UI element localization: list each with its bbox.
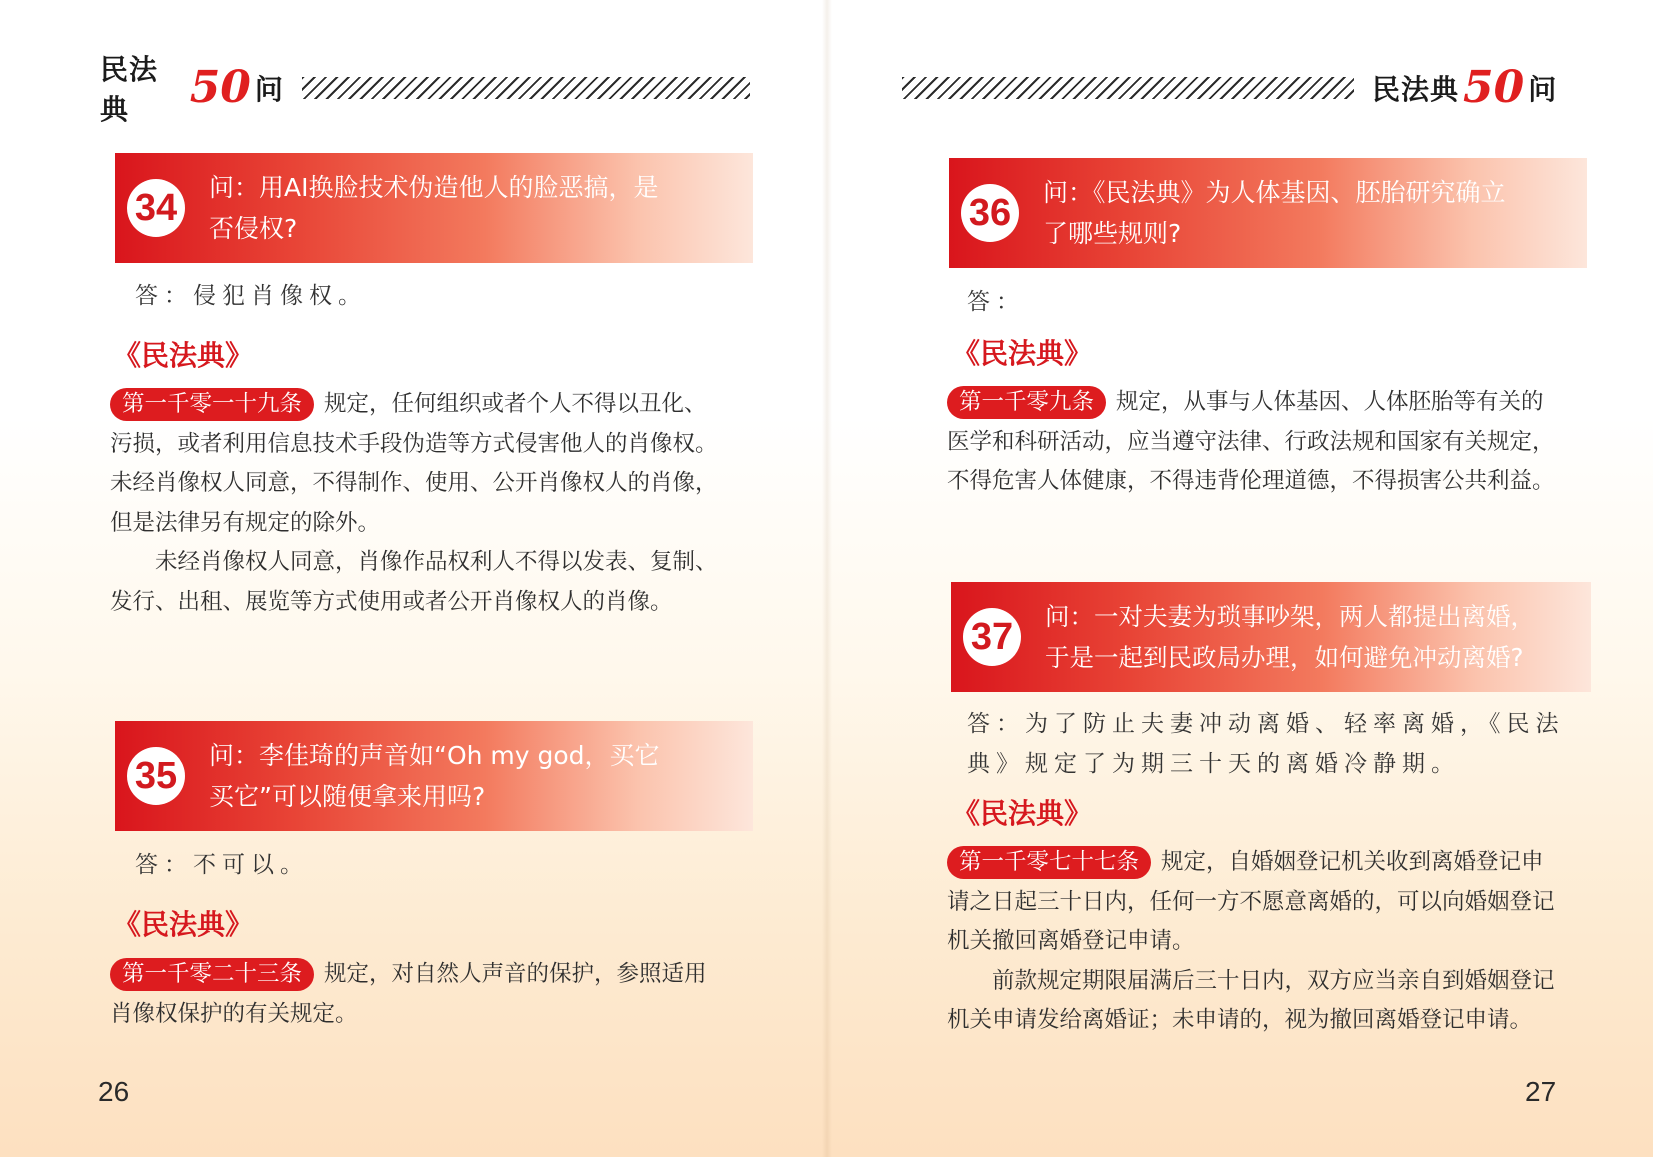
law-title-35: 《民法典》 xyxy=(113,908,254,941)
law-title-37: 《民法典》 xyxy=(952,797,1093,830)
header-suffix: 问 xyxy=(254,73,284,106)
running-header-right xyxy=(902,62,1562,113)
question-34-banner xyxy=(115,153,753,263)
question-text: 问：《民法典》为人体基因、胚胎研究确立 了哪些规则? xyxy=(1043,178,1506,248)
question-text: 问：用AI换脸技术伪造他人的脸恶搞，是 否侵权? xyxy=(209,173,659,243)
header-50-logo: 50 xyxy=(189,62,251,113)
header-suffix: 问 xyxy=(1528,73,1558,106)
law-title-34: 《民法典》 xyxy=(113,339,254,372)
question-number-badge: 37 xyxy=(963,608,1021,666)
law-text-35: 第一千零二十三条 规定，对自然人声音的保护，参照适用肖像权保护的有关规定。 xyxy=(110,955,720,1034)
running-header-left xyxy=(100,53,750,126)
answer-37: 答：为了防止夫妻冲动离婚、轻率离婚，《民法典》规定了为期三十天的离婚冷静期。 xyxy=(967,711,1565,777)
question-37-banner xyxy=(951,582,1591,692)
question-35-banner xyxy=(115,721,753,831)
article-tag: 第一千零二十三条 xyxy=(110,958,314,991)
article-tag: 第一千零七十七条 xyxy=(947,846,1151,879)
question-number-badge: 36 xyxy=(961,184,1019,242)
question-text: 问：李佳琦的声音如“Oh my god，买它 买它”可以随便拿来用吗? xyxy=(209,741,660,811)
header-hatch-decoration xyxy=(302,77,750,99)
law-text-37: 第一千零七十七条 规定，自婚姻登记机关收到离婚登记申请之日起三十日内，任何一方不愿意离婚的，可以向婚姻登记机关撤回离婚登记申请。 前款规定期限届满后三十日内，双方应当亲自到婚姻登记机关申请发给离婚证；未申请的，视为撤回离婚登记申请。 xyxy=(947,843,1559,1041)
question-number-badge: 35 xyxy=(127,747,185,805)
law-text-34: 第一千零一十九条 规定，任何组织或者个人不得以丑化、污损，或者利用信息技术手段伪造等方式侵害他人的肖像权。未经肖像权人同意，不得制作、使用、公开肖像权人的肖像，但是法律另有规定的除外。 未经肖像权人同意，肖像作品权利人不得以发表、复制、发行、出租、展览等方式使用或者公开肖像权人的肖像。 xyxy=(110,385,720,622)
question-number-badge: 34 xyxy=(127,179,185,237)
header-title: 民法典 xyxy=(100,53,159,126)
answer-36: 答： xyxy=(967,289,1025,315)
header-50-logo: 50 xyxy=(1463,62,1525,113)
law-title-36: 《民法典》 xyxy=(952,337,1093,370)
question-36-banner xyxy=(949,158,1587,268)
header-title: 民法典 xyxy=(1372,73,1460,106)
page-number-left: 26 xyxy=(98,1076,130,1107)
page-number-right: 27 xyxy=(1525,1076,1557,1107)
question-text: 问：一对夫妻为琐事吵架，两人都提出离婚， 于是一起到民政局办理，如何避免冲动离婚? xyxy=(1045,602,1535,672)
article-tag: 第一千零一十九条 xyxy=(110,388,314,421)
answer-34: 答：侵犯肖像权。 xyxy=(135,283,367,309)
left-page xyxy=(0,0,826,1157)
right-page xyxy=(827,0,1653,1157)
article-tag: 第一千零九条 xyxy=(947,386,1106,419)
answer-35: 答：不可以。 xyxy=(135,852,309,878)
header-hatch-decoration xyxy=(902,77,1354,99)
law-text-36: 第一千零九条 规定，从事与人体基因、人体胚胎等有关的医学和科研活动，应当遵守法律、行政法规和国家有关规定，不得危害人体健康，不得违背伦理道德，不得损害公共利益。 xyxy=(947,383,1559,502)
